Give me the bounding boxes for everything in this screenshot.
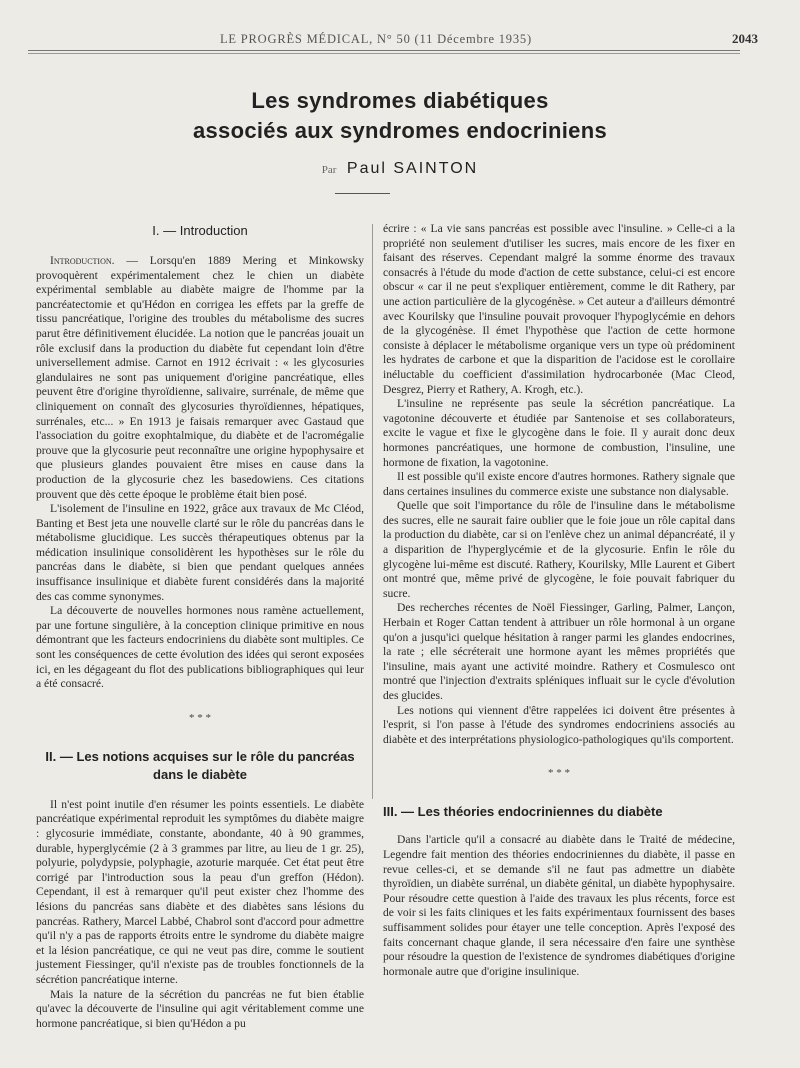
section-heading-introduction: I. — Introduction <box>152 223 248 238</box>
page-number: 2043 <box>732 31 758 46</box>
section-heading-pancreas: II. — Les notions acquises sur le rôle du pancréas dans le diabète <box>45 748 355 782</box>
title-line-1: Les syndromes diabétiques <box>251 88 549 113</box>
asterism: * * * <box>548 767 570 780</box>
title-separator <box>335 193 390 194</box>
paragraph: Il n'est point inutile d'en résumer les points essentiels. Le diabète pancréatique expérimental reproduit les symptômes du diabète maigre : glycosurie immédiate, constante, abondante, 40 à 90 grammes, durable, hyperglycémie (2 à 3 grammes par litre, au lieu de 1 gr. 25), polyurie, polydypsie, polyphagie, azoturie marquée. Cet état peut être corrigé par l'introduction sous la peau d'un greffon (Hédon). Cependant, il est à remarquer qu'il peut exister chez l'homme des lésions du pancréas sans diabète et des diabètes sans lésions du pancréas. Rathery, Marcel Labbé, Chabrol sont d'accord pour admettre qu'il n'y a pas de rapports étroits entre le syndrome du diabète maigre et la lésion pancréatique, ce qui ne veut pas dire, comme le soutient justement Fiessinger, qu'il n'existe pas de troubles fonctionnels de la sécrétion pancréatique interne. <box>36 797 364 986</box>
byline-prefix: Par <box>321 164 337 176</box>
paragraph: L'insuline ne représente pas seule la sécrétion pancréatique. La vagotonine découverte et étudiée par Santenoise et ses collaborateurs, excite le vague et fixe le glycogène dans le foie. Il y aurait donc deux hormones pancréatiques, une hormone de combustion, l'insuline, une hormone de fixation, la vagotonine. <box>383 397 735 469</box>
intro-lead: Introduction. <box>50 254 115 267</box>
paragraph: La découverte de nouvelles hormones nous ramène actuellement, par une fortune singulière, à la conception clinique primitive en nous démontrant que les facteurs endocriniens du diabète sont multiples. Ce sont les conséquences de cette évolution des idées qui seront exposées ici, en les dégageant du flot des publications bibliographiques qui leur a été consacré. <box>36 604 364 691</box>
paragraph: Les notions qui viennent d'être rappelées ici doivent être présentes à l'esprit, si l'on passe à l'étude des syndromes endocriniens associés au diabète et des interprétations physiologico-pathologiques qu'ils comportent. <box>383 703 735 746</box>
paragraph: L'isolement de l'insuline en 1922, grâce aux travaux de Mc Cléod, Banting et Best jeta une nouvelle clarté sur le rôle du pancréas dans le métabolisme glucidique. Les succès thérapeutiques obtenus par la médication insulinique consolidèrent les hypothèses sur le rôle du pancréas dans le diabète, si bien que pendant quelques années insuffisance insulinique et diabète furent considérés dans la majorité des cas comme synonymes. <box>36 502 364 603</box>
paragraph: Il est possible qu'il existe encore d'autres hormones. Rathery signale que dans certaines insulines du commerce existe une substance non dialysable. <box>383 470 735 498</box>
paragraph: Dans l'article qu'il a consacré au diabète dans le Traité de médecine, Legendre fait mention des théories endocriniennes du diabète, il passe en revue celles-ci, et se demande s'il ne faut pas admettre un diabète thyroïdien, un diabète surrénal, un diabète génital, un diabète hypophysaire. Pour résoudre cette question à l'aide des travaux les plus récents, force est de voir si les faits cliniques et les faits expérimentaux fournissent des bases suffisamment solides pour étayer une telle conception. Après l'exposé des faits concernant chaque glande, il sera nécessaire d'en faire une synthèse pour résoudre la question de l'existence de syndromes diabétiques d'origine hormonale autre que d'origine insulinique. <box>383 833 735 978</box>
byline <box>200 160 600 178</box>
author-name: Paul SAINTON <box>346 160 479 177</box>
paragraph: Quelle que soit l'importance du rôle de l'insuline dans le métabolisme des sucres, elle ne saurait faire oublier que le foie joue un rôle capital dans la production du diabète, car si on l'enlève chez un animal dépancréaté, il y a disparition de l'hyperglycémie et de la glycosurie. Enfin le rôle du glycogène lui-même est discuté. Rathery, Kourilsky, Mlle Laurent et Gibert ont montré que, même privé de glycogène, le foie pouvait fabriquer du sucre. <box>383 499 735 600</box>
column-divider <box>372 224 373 799</box>
running-head: LE PROGRÈS MÉDICAL, N° 50 (11 Décembre 1935) <box>220 32 532 46</box>
title-line-2: associés aux syndromes endocriniens <box>192 118 607 143</box>
paragraph: écrire : « La vie sans pancréas est possible avec l'insuline. » Celle-ci a la propriété non seulement d'utiliser les sucres, mais encore de les fixer en faisant des réserves. Cependant malgré la somme énorme des travaux consacrés à l'étude du mode d'action de cette substance, celui-ci est encore obscur « car il ne peut s'expliquer entièrement, comme le dit Rathery, par une action particulière de la glycogénèse. » Cet auteur a d'ailleurs démontré avec Kourilsky que l'insuline pouvait provoquer l'hypoglycémie en dehors de la glycogénèse. Il émet l'hypothèse que l'action de cette hormone consiste à déplacer le métabolisme organique vers un type où prédominent les hydrates de carbone et que la disparition de l'acidose est le corollaire inéluctable du coefficient d'assimilation hydrocarbonée (Mac Cleod, Desgrez, Pierry et Rathery, A. Krogh, etc.). <box>383 222 735 396</box>
right-column <box>383 222 735 979</box>
paragraph-text: — Lorsqu'en 1889 Mering et Minkowsky provoquèrent expérimentalement chez le chien un diabète expérimental semblable au diabète maigre de l'homme par la pancréatectomie et qu'Hédon en corrigea les effets par la greffe de tissu pancréatique, l'origine des troubles du métabolisme des sucres parut être définitivement élucidée. La notion que le pancréas jouait un rôle exclusif dans la production du diabète fut cependant loin d'être universellement admise. Carnot en 1912 écrivait : « les glycosuries glandulaires ne sont pas uniquement d'origine pancréatique, elles peuvent être d'origine thyroïdienne, salivaire, surrénale, de même que cliniquement on connaît des glycosuries thyroïdiennes, hépatiques, surrénales, etc... » En 1913 je faisais remarquer avec Gastaud que l'association du goitre exophtalmique, du diabète et de l'acromégalie prouve que la glycosurie peut reconnaître une origine hypophysaire et que plusieurs glandes pouvaient être mises en cause dans la production de la glycosurie chez les basedowiens. Ces citations prouvent que dès cette époque le problème était bien posé. <box>36 254 364 501</box>
section-heading-theories: III. — Les théories endocriniennes du diabète <box>383 804 663 820</box>
article-title <box>100 86 700 146</box>
left-column <box>36 222 364 1031</box>
paragraph: Des recherches récentes de Noël Fiessinger, Garling, Palmer, Lançon, Herbain et Roger Cattan tendent à attribuer un rôle hormonal à un organe qu'on a jusqu'ici quelque hésitation à ranger parmi les glandes endocrines, la rate ; elle sécréterait une hormone ayant les mêmes propriétés que l'insuline, mais ayant une activité moindre. Rathery et Cosmulesco ont montré que l'injection d'extraits spléniques influait sur le cycle d'évolution des glucides. <box>383 601 735 702</box>
paragraph <box>36 254 364 502</box>
running-header <box>20 28 760 50</box>
header-rule-secondary <box>28 53 740 54</box>
asterism: * * * <box>189 711 211 724</box>
paragraph: Mais la nature de la sécrétion du pancréas ne fut bien établie qu'avec la découverte de l'insuline qui agit véritablement comme une hormone pancréatique, si bien qu'Hédon a pu <box>36 987 364 1030</box>
header-rule <box>28 50 740 51</box>
